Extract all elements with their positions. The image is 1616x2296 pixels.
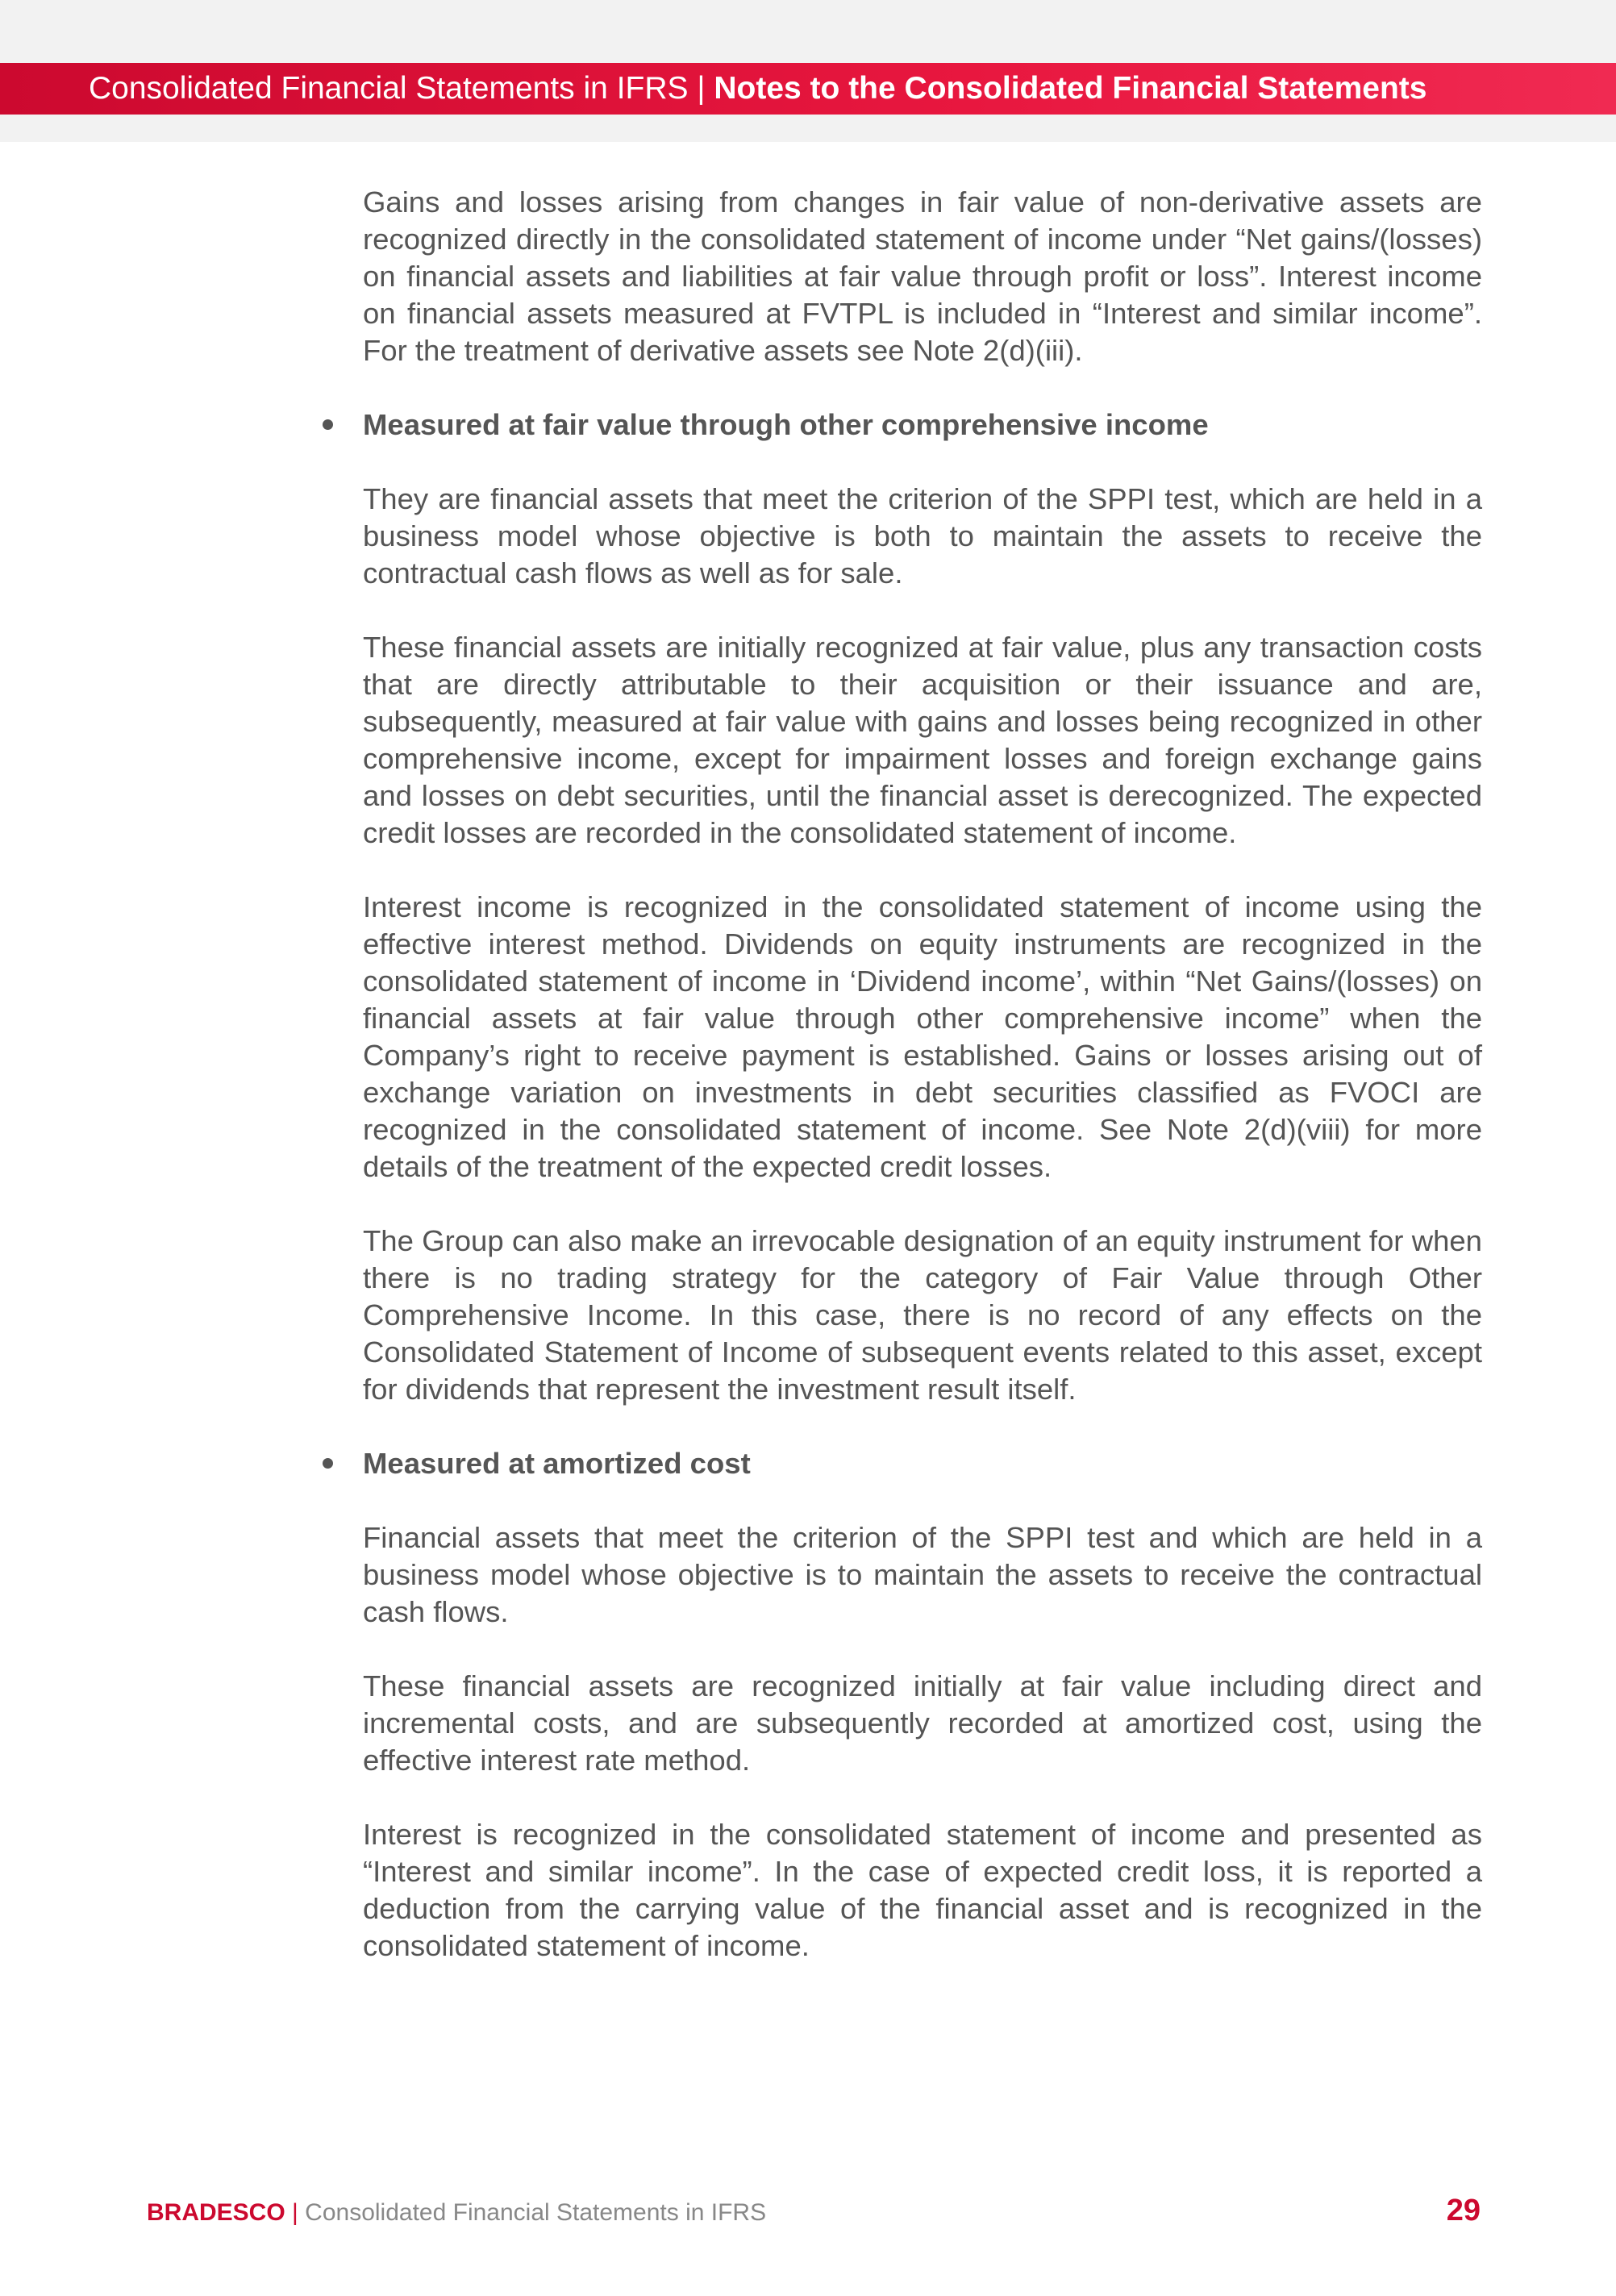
- paragraph-fvoci-equity-designation: The Group can also make an irrevocable designation of an equity instrument for when there is no trading strategy for the category of Fair Value through Other Comprehensive Income. In this case, there is no record of any effects on the Consolidated Statement of Income of subsequent events related to this asset, except for dividends that represent the investment result itself.: [363, 1224, 1482, 1406]
- paragraph-fvoci-definition: They are financial assets that meet the criterion of the SPPI test, which are held in a business model whose objective is both to maintain the assets to receive the contractual cash flows as well as for sale.: [363, 482, 1482, 590]
- header-bar: [0, 63, 1616, 115]
- paragraph-amortized-recognition: These financial assets are recognized initially at fair value including direct and incremental costs, and are subsequently recorded at amortized cost, using the effective interest rate method.: [363, 1669, 1482, 1777]
- paragraph-fvoci-recognition: These financial assets are initially recognized at fair value, plus any transaction costs that are directly attributable to their acquisition or their issuance and are, subsequently, measured at fair value with gains and losses being recognized in other comprehensive income, except for impairment losses and foreign exchange gains and losses on debt securities, until the financial asset is derecognized. The expected credit losses are recorded in the consolidated statement of income.: [363, 631, 1482, 849]
- header-title: [89, 63, 1427, 115]
- bullet-dot-icon: [323, 1458, 333, 1469]
- bullet-heading-fvoci: [363, 406, 1482, 444]
- header-separator: |: [688, 71, 714, 106]
- header-subsection: Notes to the Consolidated Financial Statements: [714, 71, 1427, 106]
- footer-title: Consolidated Financial Statements in IFRS: [305, 2199, 767, 2226]
- paragraph-amortized-definition: Financial assets that meet the criterion of the SPPI test and which are held in a business model whose objective is to maintain the assets to receive the contractual cash flows.: [363, 1521, 1482, 1628]
- paragraph-fvoci-interest: Interest income is recognized in the consolidated statement of income using the effective interest method. Dividends on equity instruments are recognized in the consolidated statement of income in ‘Dividend income’, within “Net Gains/(losses) on financial assets at fair value through other comprehensive income” when the Company’s right to receive payment is established. Gains or losses arising out of exchange variation on investments in debt securities classified as FVOCI are recognized in the consolidated statement of income. See Note 2(d)(viii) for more details of the treatment of the expected credit losses.: [363, 890, 1482, 1183]
- header-section: Consolidated Financial Statements in IFRS: [89, 71, 689, 106]
- page-number: 29: [1446, 2194, 1481, 2227]
- bullet-heading-label: Measured at amortized cost: [363, 1447, 751, 1480]
- footer: [147, 2197, 766, 2229]
- paragraph-fvtpl-gains: Gains and losses arising from changes in fair value of non-derivative assets are recognized directly in the consolidated statement of income under “Net gains/(losses) on financial assets and liabilities at fair value through profit or loss”. Interest income on financial assets measured at FVTPL is included in “Interest and similar income”. For the treatment of derivative assets see Note 2(d)(iii).: [363, 185, 1482, 367]
- bullet-dot-icon: [323, 419, 333, 430]
- footer-separator: |: [285, 2199, 306, 2226]
- notes-content: [363, 184, 1482, 2002]
- paragraph-amortized-interest: Interest is recognized in the consolidated statement of income and presented as “Interest and similar income”. In the case of expected credit loss, it is reported a deduction from the carrying value of the financial asset and is recognized in the consolidated statement of income.: [363, 1818, 1482, 1962]
- footer-brand: BRADESCO: [147, 2199, 285, 2226]
- bullet-heading-amortized-cost: [363, 1445, 1482, 1482]
- bullet-heading-label: Measured at fair value through other comprehensive income: [363, 408, 1209, 441]
